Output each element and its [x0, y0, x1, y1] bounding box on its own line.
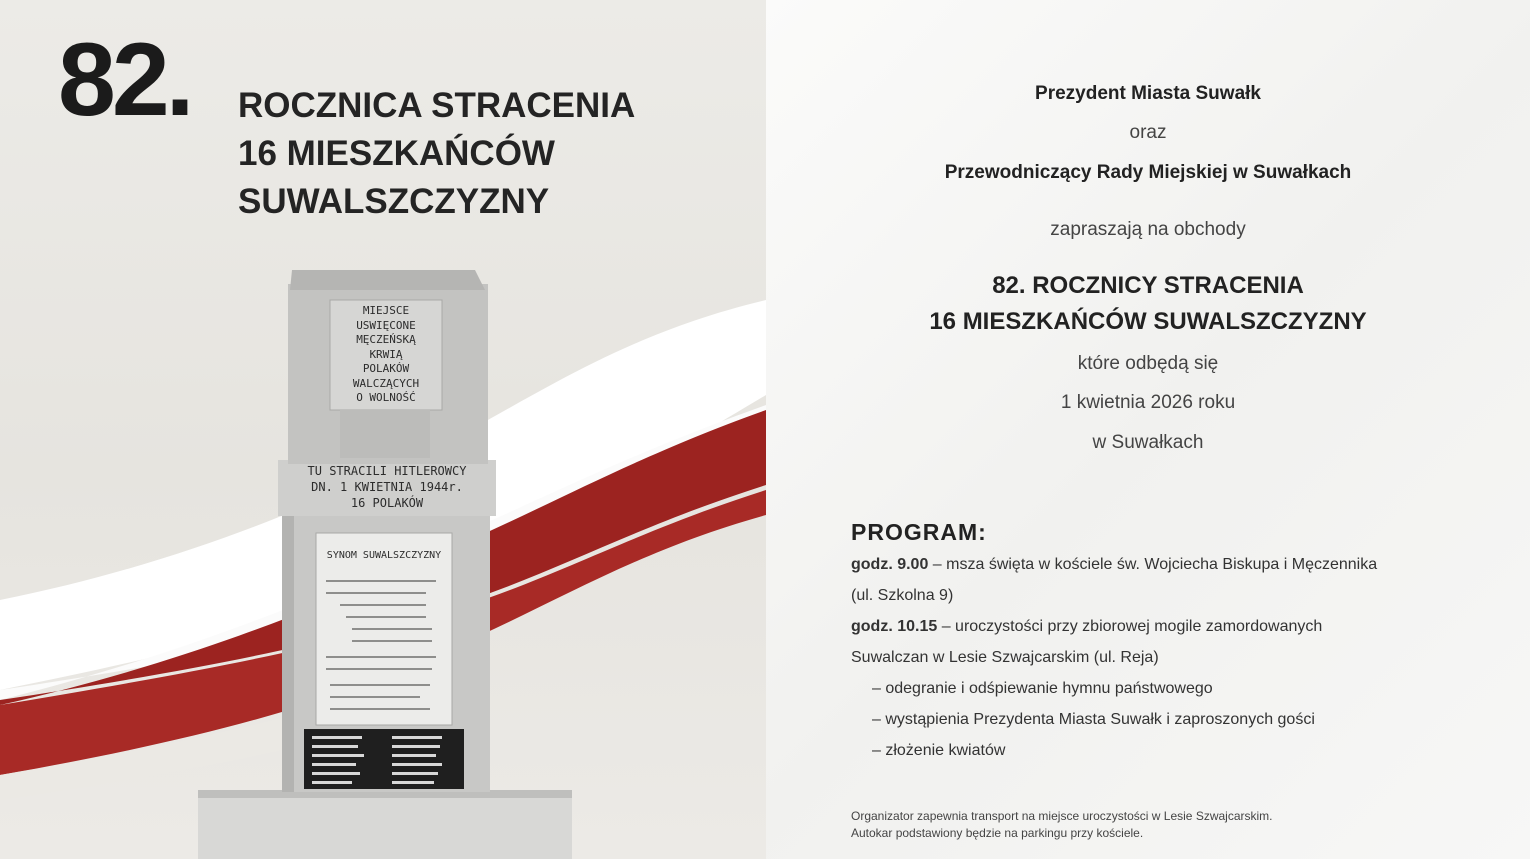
- program-item-1-time: godz. 9.00: [851, 556, 929, 573]
- program-subitem-flowers: – złożenie kwiatów: [872, 742, 1006, 759]
- program-subitem-speeches: – wystąpienia Prezydenta Miasta Suwałk i zaproszonych gości: [872, 711, 1315, 728]
- conjunction: oraz: [1129, 122, 1167, 143]
- event-title-line-1: 82. ROCZNICY STRACENIA: [992, 272, 1304, 299]
- event-title-line-2: 16 MIESZKAŃCÓW SUWALSZCZYZNY: [929, 308, 1367, 335]
- event-date: 1 kwietnia 2026 roku: [1060, 392, 1236, 413]
- program-title: PROGRAM:: [851, 519, 987, 545]
- event-when-intro: które odbędą się: [1077, 353, 1219, 374]
- host-mayor: Prezydent Miasta Suwałk: [1035, 83, 1261, 104]
- host-council-chair: Przewodniczący Rady Miejskiej w Suwałkach: [944, 162, 1352, 183]
- plaque-middle-text: TU STRACILI HITLEROWCY DN. 1 KWIETNIA 1944r. 16 POLAKÓW: [307, 464, 467, 510]
- headline: [238, 82, 635, 226]
- event-place: w Suwałkach: [1092, 432, 1204, 453]
- headline-line-1: ROCZNICA STRACENIA: [238, 86, 636, 125]
- program-item-2-continuation: Suwalczan w Lesie Szwajcarskim (ul. Reja): [851, 649, 1159, 666]
- plaque-top-text: MIEJSCE USWIĘCONE MĘCZEŃSKĄ KRWIĄ POLAKÓW WALCZĄCYCH O WOLNOŚĆ: [352, 304, 420, 404]
- program-item-1-address: (ul. Szkolna 9): [851, 587, 954, 604]
- headline-line-2: 16 MIESZKAŃCÓW: [238, 134, 555, 173]
- program-item-1-text: – msza święta w kościele św. Wojciecha Biskupa i Męczennika: [928, 556, 1378, 573]
- plaque-lower-title: SYNOM SUWALSZCZYZNY: [326, 550, 442, 561]
- program-subitem-anthem: – odegranie i odśpiewanie hymnu państwowego: [872, 680, 1213, 697]
- program-item-1: [851, 556, 1377, 574]
- anniversary-number: 82.: [58, 22, 191, 138]
- program-item-2: [851, 618, 1322, 636]
- transport-note-line-2: Autokar podstawiony będzie na parkingu przy kościele.: [851, 826, 1144, 840]
- headline-line-3: SUWALSZCZYZNY: [238, 182, 550, 221]
- transport-note-line-1: Organizator zapewnia transport na miejsce uroczystości w Lesie Szwajcarskim.: [851, 809, 1273, 823]
- invitation-text: zapraszają na obchody: [1050, 219, 1246, 240]
- program-item-2-time: godz. 10.15: [851, 618, 938, 635]
- program-item-2-text: – uroczystości przy zbiorowej mogile zamordowanych: [937, 618, 1323, 635]
